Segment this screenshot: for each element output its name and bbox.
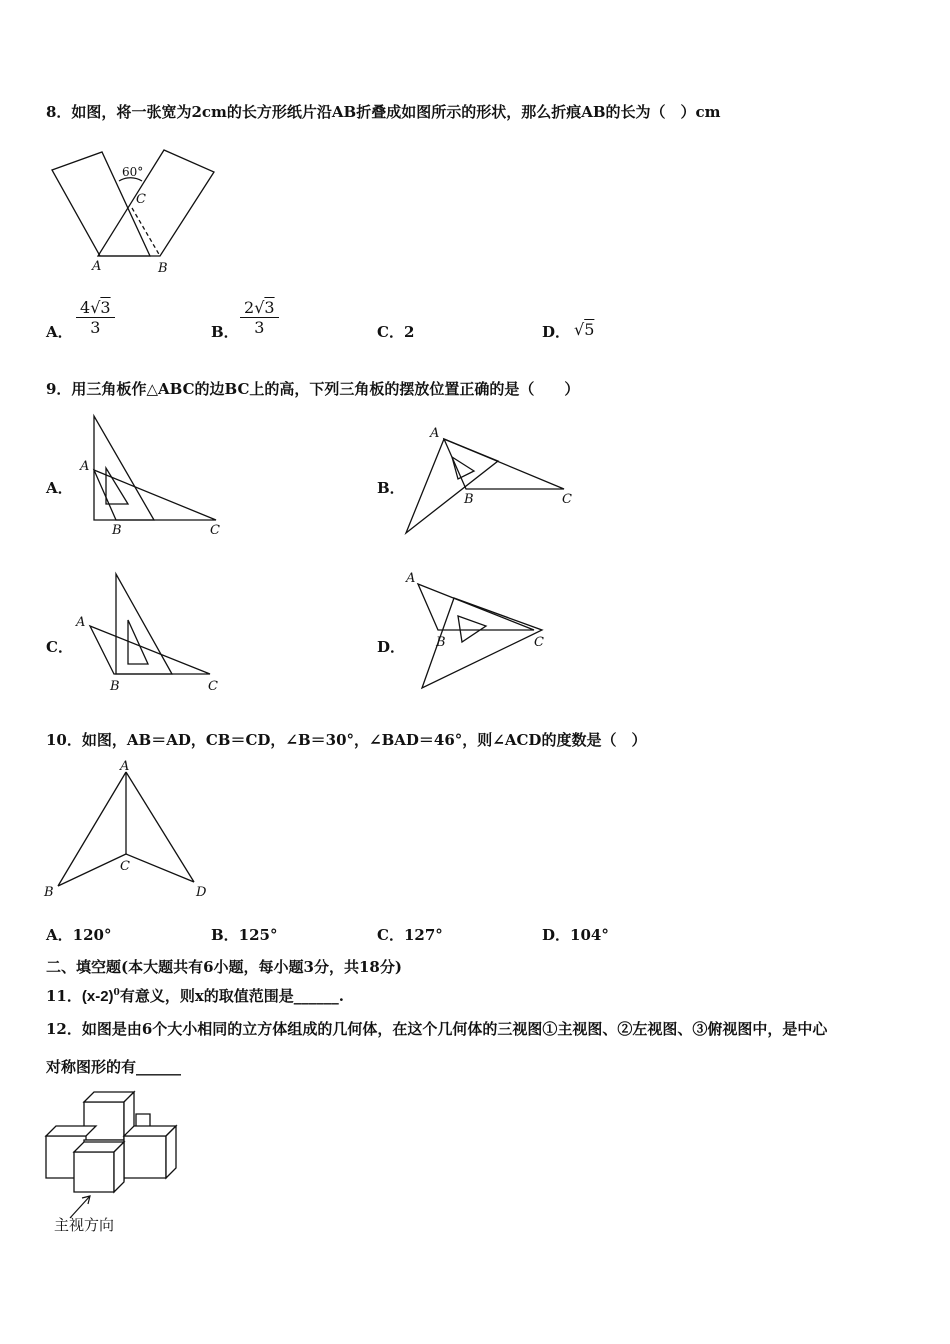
- q8-option-b-den: 3: [254, 318, 265, 337]
- q11-suffix: 有意义，则x的取值范围是______.: [119, 987, 344, 1005]
- q8-option-d-sqrt: √5: [574, 320, 595, 339]
- q9-stem: 9．用三角板作△ABC的边BC上的高，下列三角板的摆放位置正确的是（ ）: [46, 380, 580, 398]
- section2-title: 二、填空题(本大题共有6小题，每小题3分，共18分): [46, 958, 402, 976]
- q8-figure: [46, 148, 226, 278]
- q10-option-b: B．125°: [211, 926, 278, 944]
- q9b-label-c: C: [562, 492, 572, 507]
- q9-option-d: D．: [377, 638, 406, 656]
- q11-base: (x-2): [81, 988, 114, 1005]
- q9-figure-c: [76, 570, 236, 695]
- q8-option-a-rad: 3: [100, 298, 111, 317]
- q10-point-d: D: [196, 885, 207, 900]
- q10-option-c: C．127°: [377, 926, 443, 944]
- q9-figure-b: [400, 425, 580, 540]
- q9c-label-a: A: [76, 615, 86, 630]
- q8-option-b-rad: 3: [264, 298, 275, 317]
- q9c-label-b: B: [110, 679, 120, 694]
- q9-option-c: C．: [46, 638, 73, 656]
- q12-caption: 主视方向: [54, 1216, 115, 1234]
- q8-angle-label: 60°: [122, 165, 144, 179]
- q12-stem-line1: 12．如图是由6个大小相同的立方体组成的几何体，在这个几何体的三视图①主视图、②左视图、③俯视图中，是中心: [46, 1020, 828, 1038]
- q10-point-c: C: [120, 859, 130, 874]
- q9-option-a: A．: [46, 479, 73, 497]
- q9-figure-d: [402, 570, 562, 695]
- q9d-label-c: C: [534, 635, 544, 650]
- q8-option-a-fraction: $\frac{4√3}{3}$: [76, 298, 115, 337]
- q8-option-a-den: 3: [90, 318, 101, 337]
- q10-option-a: A．120°: [46, 926, 112, 944]
- q8-stem: 8．如图，将一张宽为2cm的长方形纸片沿AB折叠成如图所示的形状，那么折痕AB的长为（ ）cm: [46, 103, 721, 121]
- q10-point-b: B: [44, 885, 54, 900]
- q11-prefix: 11．: [46, 987, 82, 1005]
- q11-exponent: 0: [113, 988, 120, 998]
- q8-option-a-coef: 4: [80, 298, 91, 317]
- q9b-label-b: B: [464, 492, 474, 507]
- q9-figure-a: [76, 410, 236, 540]
- q8-option-b-coef: 2: [244, 298, 255, 317]
- q10-figure: [40, 758, 220, 903]
- q9a-label-c: C: [210, 523, 220, 538]
- q8-point-c: C: [136, 192, 146, 207]
- q10-option-d: D．104°: [542, 926, 609, 944]
- q9d-label-b: B: [436, 635, 446, 650]
- q8-option-d-letter: D．: [542, 323, 571, 341]
- q8-point-a: A: [92, 259, 102, 274]
- q9a-label-b: B: [112, 523, 122, 538]
- q8-option-b-fraction: $\frac{2√3}{3}$: [240, 298, 279, 337]
- q12-stem-line2: 对称图形的有______: [46, 1058, 182, 1076]
- q11-stem: [46, 983, 344, 1007]
- q9c-label-c: C: [208, 679, 218, 694]
- q9d-label-a: A: [406, 571, 416, 586]
- q9-option-b: B．: [377, 479, 405, 497]
- q9a-label-a: A: [80, 459, 90, 474]
- q10-stem: 10．如图，AB＝AD，CB＝CD，∠B＝30°，∠BAD＝46°，则∠ACD的度数是（ ）: [46, 731, 647, 749]
- q8-option-d-rad: 5: [584, 320, 595, 339]
- q8-option-c: C．2: [377, 323, 415, 341]
- q8-option-b-letter: B．: [211, 323, 239, 341]
- q9b-label-a: A: [430, 426, 440, 441]
- q8-option-a-letter: A．: [46, 323, 73, 341]
- q8-point-b: B: [158, 261, 168, 276]
- q10-point-a: A: [120, 759, 130, 774]
